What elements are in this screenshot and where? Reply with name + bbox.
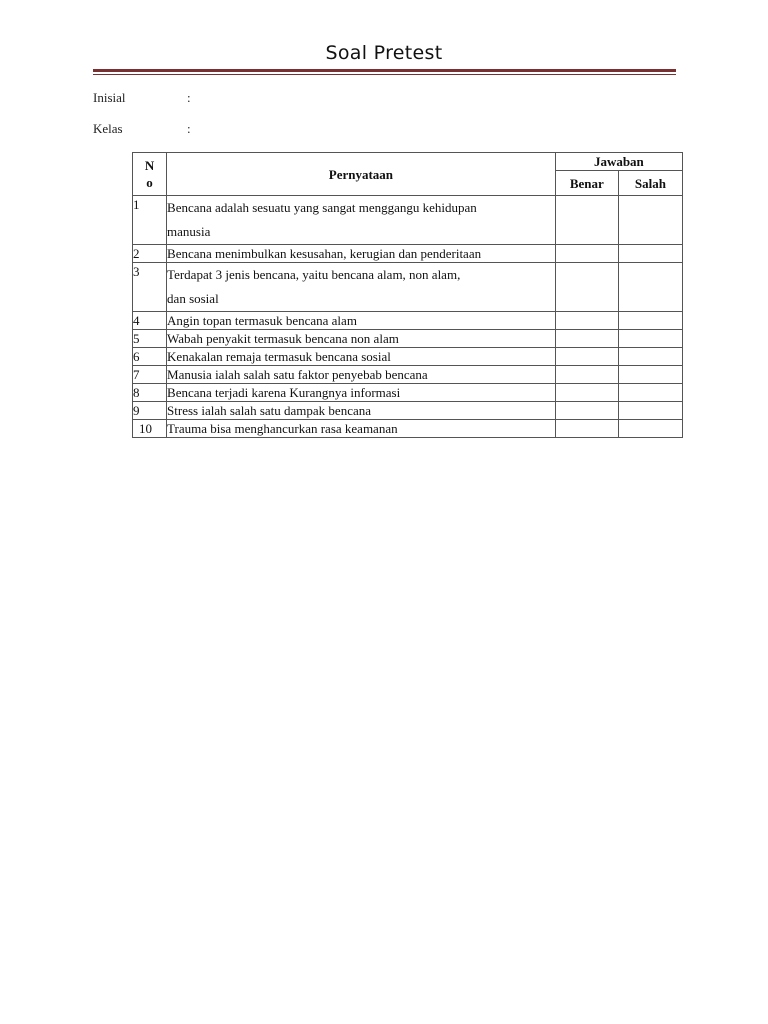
field-separator: : (187, 121, 191, 136)
row-number: 5 (133, 330, 167, 348)
header-true: Benar (555, 171, 618, 196)
row-statement: Manusia ialah salah satu faktor penyebab bencana (167, 366, 556, 384)
row-number: 3 (133, 263, 167, 312)
table-row (133, 420, 683, 438)
answer-true-cell[interactable] (555, 348, 618, 366)
answer-false-cell[interactable] (618, 330, 682, 348)
header-statement: Pernyataan (167, 153, 556, 196)
answer-false-cell[interactable] (618, 420, 682, 438)
row-statement: Terdapat 3 jenis bencana, yaitu bencana alam, non alam, dan sosial (167, 263, 556, 312)
row-number: 1 (133, 196, 167, 245)
table-row (133, 366, 683, 384)
answer-true-cell[interactable] (555, 330, 618, 348)
row-number: 6 (133, 348, 167, 366)
row-statement: Bencana adalah sesuatu yang sangat menggangu kehidupan manusia (167, 196, 556, 245)
row-statement: Wabah penyakit termasuk bencana non alam (167, 330, 556, 348)
field-label: Inisial (93, 90, 126, 105)
answer-false-cell[interactable] (618, 263, 682, 312)
header-false: Salah (618, 171, 682, 196)
field-inisial (93, 90, 191, 106)
answer-true-cell[interactable] (555, 420, 618, 438)
table-row (133, 384, 683, 402)
table-row (133, 312, 683, 330)
answer-true-cell[interactable] (555, 312, 618, 330)
header-no: N o (133, 153, 167, 196)
row-statement: Angin topan termasuk bencana alam (167, 312, 556, 330)
answer-true-cell[interactable] (555, 366, 618, 384)
field-label: Kelas (93, 121, 123, 136)
row-statement: Kenakalan remaja termasuk bencana sosial (167, 348, 556, 366)
answer-true-cell[interactable] (555, 245, 618, 263)
row-statement: Trauma bisa menghancurkan rasa keamanan (167, 420, 556, 438)
answer-false-cell[interactable] (618, 245, 682, 263)
header-answer: Jawaban (555, 153, 682, 171)
answer-false-cell[interactable] (618, 366, 682, 384)
field-separator: : (187, 90, 191, 105)
answer-false-cell[interactable] (618, 402, 682, 420)
table-row (133, 245, 683, 263)
page-title: Soal Pretest (325, 42, 443, 64)
row-number: 9 (133, 402, 167, 420)
row-number: 8 (133, 384, 167, 402)
row-number: 10 (133, 420, 167, 438)
answer-false-cell[interactable] (618, 312, 682, 330)
answer-true-cell[interactable] (555, 384, 618, 402)
row-statement: Stress ialah salah satu dampak bencana (167, 402, 556, 420)
answer-false-cell[interactable] (618, 196, 682, 245)
row-number: 4 (133, 312, 167, 330)
field-kelas (93, 121, 191, 137)
answer-true-cell[interactable] (555, 263, 618, 312)
answer-false-cell[interactable] (618, 384, 682, 402)
title-divider (93, 69, 676, 72)
row-statement: Bencana menimbulkan kesusahan, kerugian dan penderitaan (167, 245, 556, 263)
answer-false-cell[interactable] (618, 348, 682, 366)
table-row (133, 263, 683, 312)
answer-true-cell[interactable] (555, 196, 618, 245)
table-row (133, 348, 683, 366)
answer-true-cell[interactable] (555, 402, 618, 420)
table-row (133, 330, 683, 348)
title-divider-thin (93, 74, 676, 75)
row-number: 7 (133, 366, 167, 384)
row-number: 2 (133, 245, 167, 263)
pretest-table (132, 152, 683, 438)
table-row (133, 196, 683, 245)
row-statement: Bencana terjadi karena Kurangnya informasi (167, 384, 556, 402)
table-row (133, 402, 683, 420)
